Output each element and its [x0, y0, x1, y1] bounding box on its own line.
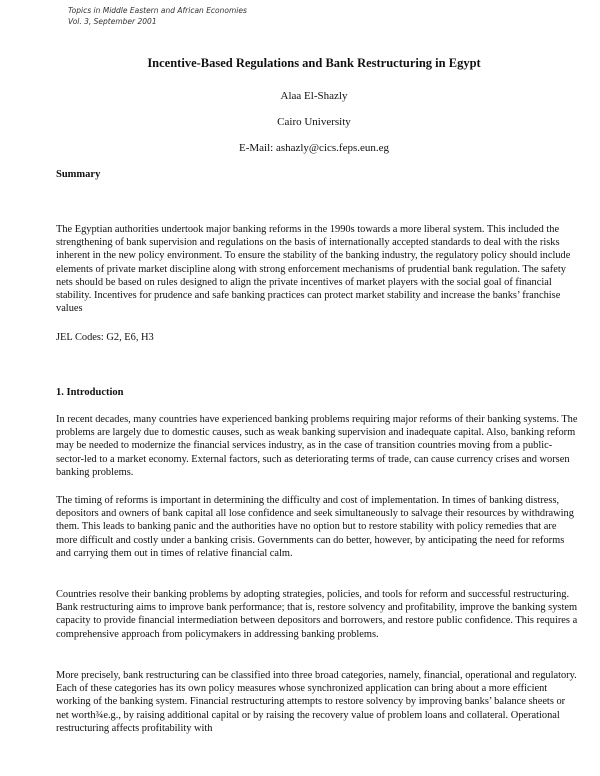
author-affiliation: Cairo University [277, 116, 351, 128]
intro-paragraph-4: More precisely, bank restructuring can be classified into three broad categories, namely, financial, operational and regulatory. Each of these categories has its own policy measures whose synchronized application can bring about a more efficient working of the banking system. Financial restructuring attempts to restore solvency by improving banks’ balance sheets or net worth¾e.g., by raising additional capital or by raising the recovery value of problem loans and collateral. Operational restructuring affects profitability with [56, 670, 577, 734]
jel-codes: JEL Codes: G2, E6, H3 [56, 332, 154, 343]
journal-name: Topics in Middle Eastern and African Economies [68, 6, 247, 15]
author-name: Alaa El-Shazly [280, 90, 348, 102]
summary-heading: Summary [56, 169, 101, 180]
intro-paragraph-3: Countries resolve their banking problems by adopting strategies, policies, and tools for reform and successful restructuring. Bank restructuring aims to improve bank performance; that is, restore solvency and profitability, improve the banking system capacity to provide financial intermediation between depositors and borrowers, and restore public confidence. This requires a comprehensive approach from policymakers in addressing banking problems. [56, 589, 578, 640]
introduction-heading: 1. Introduction [56, 387, 124, 398]
paper-title: Incentive-Based Regulations and Bank Restructuring in Egypt [147, 56, 481, 70]
summary-text: The Egyptian authorities undertook major banking reforms in the 1990s towards a more liberal system. This included the strengthening of bank supervision and regulations on the basis of internationally accepted standards to deal with the risks inherent in the new policy environment. To ensure the stability of the banking industry, the regulatory policy should include elements of private market discipline along with strong enforcement mechanisms of prudential bank regulation. The safety nets should be based on rules designed to align the private incentives of market players with the social goal of financial stability. Incentives for prudence and safe banking practices can protect market stability and increase the banks’ franchise values [56, 224, 571, 315]
intro-paragraph-2: The timing of reforms is important in determining the difficulty and cost of implementation. In times of banking distress, depositors and owners of bank capital all lose confidence and seek simultaneously to salvage their resources by withdrawing them. This leads to banking panic and the authorities have no option but to restore stability with policy remedies that are more difficult and costly under a banking crisis. Governments can do better, however, by anticipating the need for reforms and carrying them out in times of relative financial calm. [56, 495, 574, 559]
author-email: E-Mail: ashazly@cics.feps.eun.eg [238, 142, 390, 154]
journal-volume: Vol. 3, September 2001 [68, 17, 157, 26]
journal-header [68, 5, 247, 27]
intro-paragraph-1: In recent decades, many countries have experienced banking problems requiring major reforms of their banking systems. The problems are largely due to domestic causes, such as weak banking supervision and inadequate capital. Also, banking reform may be needed to modernize the financial services industry, as in the case of transition countries moving from a public-sector-led to a market economy. External factors, such as deteriorating terms of trade, can cause currency crises and worsen banking problems. [56, 414, 578, 478]
